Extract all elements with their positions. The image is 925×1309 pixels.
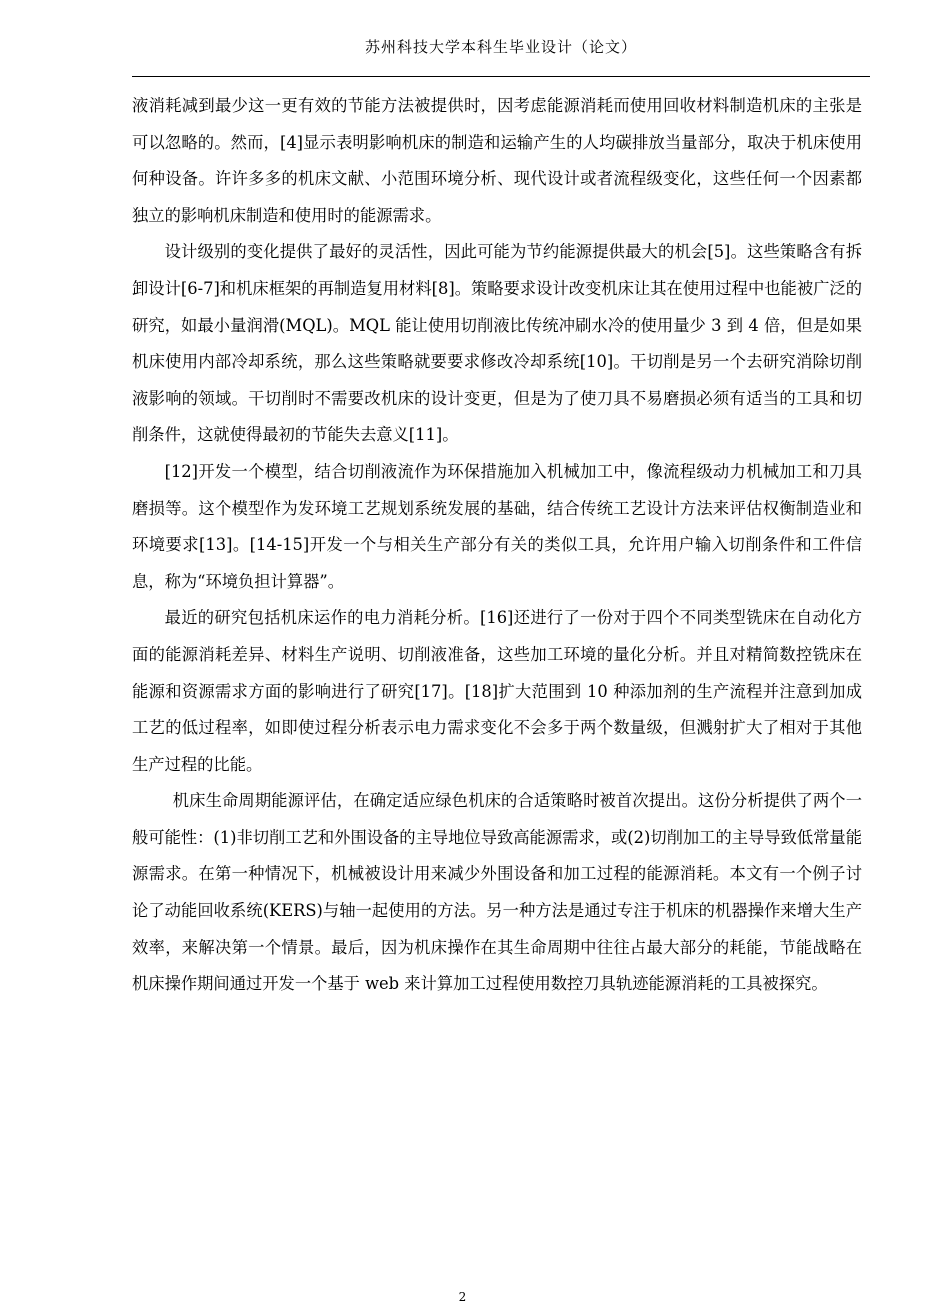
paragraph-5: 机床生命周期能源评估，在确定适应绿色机床的合适策略时被首次提出。这份分析提供了两个一般可能性：(1)非切削工艺和外围设备的主导地位导致高能源需求，或(2)切削加工的主导导致低常量能源需求。在第一种情况下，机械被设计用来减少外围设备和加工过程的能源消耗。本文有一个例子讨论了动能回收系统(KERS)与轴一起使用的方法。另一种方法是通过专注于机床的机器操作来增大生产效率，来解决第一个情景。最后，因为机床操作在其生命周期中往往占最大部分的耗能，节能战略在机床操作期间通过开发一个基于 web 来计算加工过程使用数控刀具轨迹能源消耗的工具被探究。 xyxy=(132,791,862,994)
page-number: 2 xyxy=(458,1290,467,1304)
paragraph-3: [12]开发一个模型，结合切削液流作为环保措施加入机械加工中，像流程级动力机械加工和刀具磨损等。这个模型作为发环境工艺规划系统发展的基础，结合传统工艺设计方法来评估权衡制造业和环境要求[13]。[14-15]开发一个与相关生产部分有关的类似工具，允许用户输入切削条件和工件信息，称为“环境负担计算器”。 xyxy=(132,461,862,591)
paragraph-1: 液消耗减到最少这一更有效的节能方法被提供时，因考虑能源消耗而使用回收材料制造机床的主张是可以忽略的。然而，[4]显示表明影响机床的制造和运输产生的人均碳排放当量部分，取决于机床使用何种设备。许许多多的机床文献、小范围环境分析、现代设计或者流程级变化，这些任何一个因素都独立的影响机床制造和使用时的能源需求。 xyxy=(132,96,862,225)
page-header: 苏州科技大学本科生毕业设计（论文） xyxy=(364,38,637,56)
header-rule xyxy=(132,76,870,77)
paragraph-4: 最近的研究包括机床运作的电力消耗分析。[16]还进行了一份对于四个不同类型铣床在自动化方面的能源消耗差异、材料生产说明、切削液准备，这些加工环境的量化分析。并且对精简数控铣床在能源和资源需求方面的影响进行了研究[17]。[18]扩大范围到 10 种添加剂的生产流程并注意到加成工艺的低过程率，如即使过程分析表示电力需求变化不会多于两个数量级，但溅射扩大了相对于其他生产过程的比能。 xyxy=(132,608,862,774)
body-text xyxy=(132,88,862,1003)
paragraph-2: 设计级别的变化提供了最好的灵活性，因此可能为节约能源提供最大的机会[5]。这些策略含有拆卸设计[6-7]和机床框架的再制造复用材料[8]。策略要求设计改变机床让其在使用过程中也能被广泛的研究，如最小量润滑(MQL)。MQL 能让使用切削液比传统冲刷水冷的使用量少 3 到 4 倍，但是如果机床使用内部冷却系统，那么这些策略就要要求修改冷却系统[10]。干切削是另一个去研究消除切削液影响的领域。干切削时不需要改机床的设计变更，但是为了使刀具不易磨损必须有适当的工具和切削条件，这就使得最初的节能失去意义[11]。 xyxy=(132,242,862,445)
